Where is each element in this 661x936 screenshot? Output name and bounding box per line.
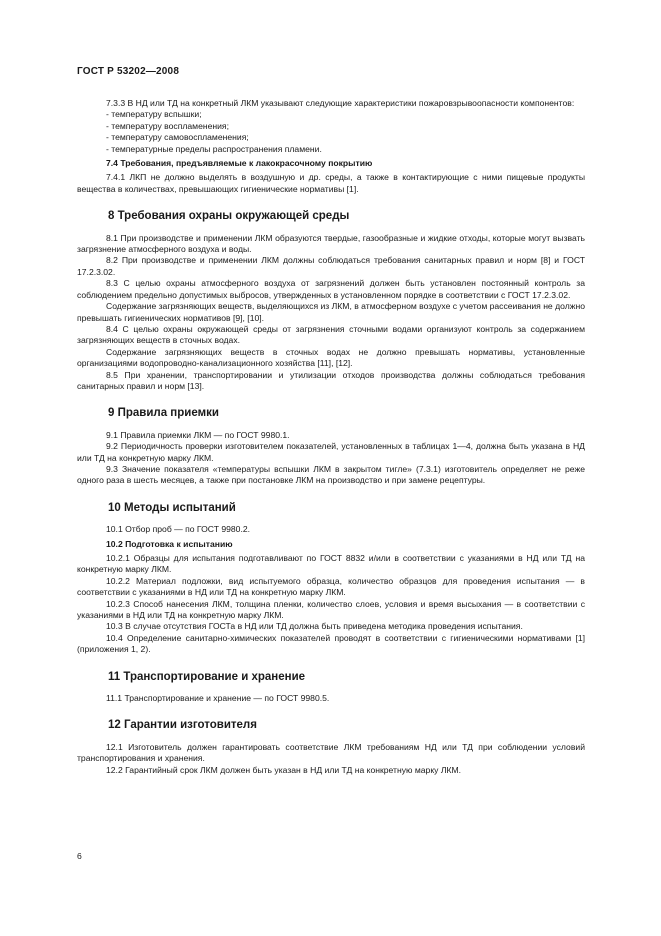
- section-heading-9: 9 Правила приемки: [108, 407, 219, 420]
- paragraph-8-4-cont: Содержание загрязняющих веществ в сточных водах не должно превышать нормативы, установленные организациями водопроводно-канализационного хозяйства [11], [12].: [77, 346, 585, 369]
- paragraph-9-2: 9.2 Периодичность проверки изготовителем показателей, установленных в таблицах 1—4, должна быть указана в НД или ТД на конкретную марку ЛКМ.: [77, 441, 585, 463]
- paragraph-12-2: 12.2 Гарантийный срок ЛКМ должен быть указан в НД или ТД на конкретную марку ЛКМ.: [106, 764, 462, 775]
- paragraph-11-1: 11.1 Транспортирование и хранение — по ГОСТ 9980.5.: [106, 693, 330, 704]
- section-heading-11: 11 Транспортирование и хранение: [108, 670, 306, 683]
- subheading-7-4: 7.4 Требования, предъявляемые к лакокрасочному покрытию: [106, 158, 373, 169]
- list-item: - температуру воспламенения;: [106, 120, 229, 131]
- paragraph-10-3: 10.3 В случае отсутствия ГОСТа в НД или ТД должна быть приведена методика проведения испытания.: [106, 621, 523, 632]
- paragraph-12-1: 12.1 Изготовитель должен гарантировать соответствие ЛКМ требованиям НД или ТД при соблюдении условий транспортирования и хранения.: [77, 741, 585, 764]
- page-number: 6: [77, 851, 82, 861]
- paragraph-7-3-3: 7.3.3 В НД или ТД на конкретный ЛКМ указывают следующие характеристики пожаровзрывоопасности компонентов:: [106, 98, 575, 108]
- list-item: - температурные пределы распространения пламени.: [106, 143, 322, 154]
- paragraph-7-4-1: 7.4.1 ЛКП не должно выделять в воздушную и др. среды, а также в контактирующие с ними пищевые продукты вещества в количествах, превышающих гигиенические нормативы [1].: [77, 172, 585, 194]
- list-item: - температуру самовоспламенения;: [106, 132, 249, 143]
- paragraph-9-3: 9.3 Значение показателя «температуры вспышки ЛКМ в закрытом тигле» (7.3.1) изготовитель определяет не реже одного раза в шесть месяцев, а также при постановке ЛКМ на производство и при замене рецептуры.: [77, 463, 585, 486]
- paragraph-10-4: 10.4 Определение санитарно-химических показателей проводят в соответствии с гигиеническими нормативами [1] (приложения 1, 2).: [77, 632, 585, 655]
- section-heading-10: 10 Методы испытаний: [108, 501, 236, 514]
- paragraph-8-1: 8.1 При производстве и применении ЛКМ образуются твердые, газообразные и жидкие отходы, которые могут вызвать загрязнение атмосферного воздуха и воды.: [77, 232, 585, 255]
- paragraph-8-5: 8.5 При хранении, транспортировании и утилизации отходов производства должны соблюдаться требования санитарных правил и норм [13].: [77, 369, 585, 391]
- paragraph-10-2-3: 10.2.3 Способ нанесения ЛКМ, толщина пленки, количество слоев, условия и время высыхания — в соответствии с указаниями в НД или ТД на конкретную марку ЛКМ.: [77, 598, 585, 621]
- section-heading-12: 12 Гарантии изготовителя: [108, 719, 257, 732]
- paragraph-10-2-1: 10.2.1 Образцы для испытания подготавливают по ГОСТ 8832 и/или в соответствии с указаниями в НД или ТД на конкретную марку ЛКМ.: [77, 553, 585, 575]
- paragraph-8-4: 8.4 С целью охраны окружающей среды от загрязнения сточными водами организуют контроль за содержанием загрязняющих веществ в сточных водах.: [77, 323, 585, 346]
- paragraph-8-2: 8.2 При производстве и применении ЛКМ должны соблюдаться требования санитарных правил и норм [8] и ГОСТ 17.2.3.02.: [77, 255, 585, 277]
- document-body: [77, 98, 585, 776]
- paragraph-9-1: 9.1 Правила приемки ЛКМ — по ГОСТ 9980.1.: [106, 429, 290, 440]
- list-item: - температуру вспышки;: [106, 109, 202, 120]
- paragraph-8-3: 8.3 С целью охраны атмосферного воздуха от загрязнений должен быть установлен постоянный контроль за соблюдением предельно допустимых выбросов, утвержденных в установленном порядке в соответствии с ГОСТ 17.2.3.02.: [77, 278, 585, 300]
- paragraph-8-3-cont: Содержание загрязняющих веществ, выделяющихся из ЛКМ, в атмосферном воздухе с учетом рассеивания не должно превышать гигиенических нормативов [9], [10].: [77, 301, 585, 323]
- paragraph-10-2-2: 10.2.2 Материал подложки, вид испытуемого образца, количество образцов для проведения испытания — в соответствии с указаниями в НД или ТД на конкретную марку ЛКМ.: [77, 575, 585, 598]
- subheading-10-2: 10.2 Подготовка к испытанию: [106, 538, 233, 549]
- paragraph-10-1: 10.1 Отбор проб — по ГОСТ 9980.2.: [106, 524, 251, 535]
- section-heading-8: 8 Требования охраны окружающей среды: [108, 210, 350, 223]
- page-header: ГОСТ Р 53202—2008: [77, 66, 180, 77]
